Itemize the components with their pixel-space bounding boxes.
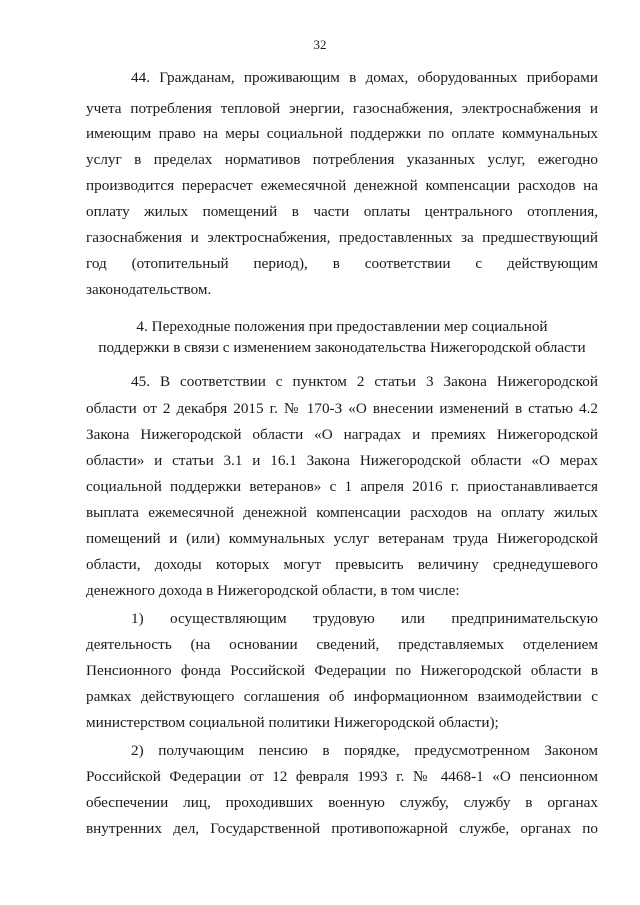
paragraph-line: Пенсионного фонда Российской Федерации по Нижегородской области в — [86, 662, 598, 679]
paragraph-line: денежного дохода в Нижегородской области, в том числе: — [86, 582, 460, 599]
paragraph-line: области от 2 декабря 2015 г. № 170-З «О внесении изменений в статью 4.2 — [86, 400, 598, 417]
paragraph-line: обеспечении лиц, проходивших военную службу, службу в органах — [86, 794, 598, 811]
paragraph-line: учета потребления тепловой энергии, газоснабжения, электроснабжения и — [86, 100, 598, 117]
paragraph-line: 2) получающим пенсию в порядке, предусмотренном Законом — [131, 742, 598, 759]
paragraph-line: 44. Гражданам, проживающим в домах, оборудованных приборами — [131, 69, 598, 86]
paragraph-line: услуг в пределах нормативов потребления указанных услуг, ежегодно — [86, 151, 598, 168]
paragraph-line: 1) осуществляющим трудовую или предпринимательскую — [131, 610, 598, 627]
paragraph-line: внутренних дел, Государственной противопожарной службе, органах по — [86, 820, 598, 837]
paragraph-line: газоснабжения и электроснабжения, предоставленных за предшествующий — [86, 229, 598, 246]
paragraph-line: помещений и (или) коммунальных услуг ветеранам труда Нижегородской — [86, 530, 598, 547]
paragraph-line: министерством социальной политики Нижегородской области); — [86, 714, 499, 731]
paragraph-line: области, доходы которых могут превысить величину среднедушевого — [86, 556, 598, 573]
paragraph-line: производится перерасчет ежемесячной денежной компенсации расходов на — [86, 177, 598, 194]
paragraph-line: Закона Нижегородской области «О наградах и премиях Нижегородской — [86, 426, 598, 443]
paragraph-line: области» и статьи 3.1 и 16.1 Закона Нижегородской области «О мерах — [86, 452, 598, 469]
paragraph-line: рамках действующего соглашения об информационном взаимодействии с — [86, 688, 598, 705]
paragraph-line: имеющим право на меры социальной поддержки по оплате коммунальных — [86, 125, 598, 142]
paragraph-line: Российской Федерации от 12 февраля 1993 г. № 4468-1 «О пенсионном — [86, 768, 598, 785]
paragraph-line: законодательством. — [86, 281, 212, 298]
paragraph-line: 45. В соответствии с пунктом 2 статьи 3 Закона Нижегородской — [131, 373, 598, 390]
paragraph-line: год (отопительный период), в соответствии с действующим — [86, 255, 598, 272]
section-heading-line: поддержки в связи с изменением законодательства Нижегородской области — [98, 339, 586, 356]
paragraph-line: выплата ежемесячной денежной компенсации расходов на оплату жилых — [86, 504, 598, 521]
paragraph-line: оплату жилых помещений в части оплаты центрального отопления, — [86, 203, 598, 220]
page-number: 32 — [313, 37, 327, 52]
paragraph-line: деятельность (на основании сведений, представляемых отделением — [86, 636, 598, 653]
paragraph-line: социальной поддержки ветеранов» с 1 апреля 2016 г. приостанавливается — [86, 478, 598, 495]
section-heading-line: 4. Переходные положения при предоставлении мер социальной — [136, 318, 548, 335]
